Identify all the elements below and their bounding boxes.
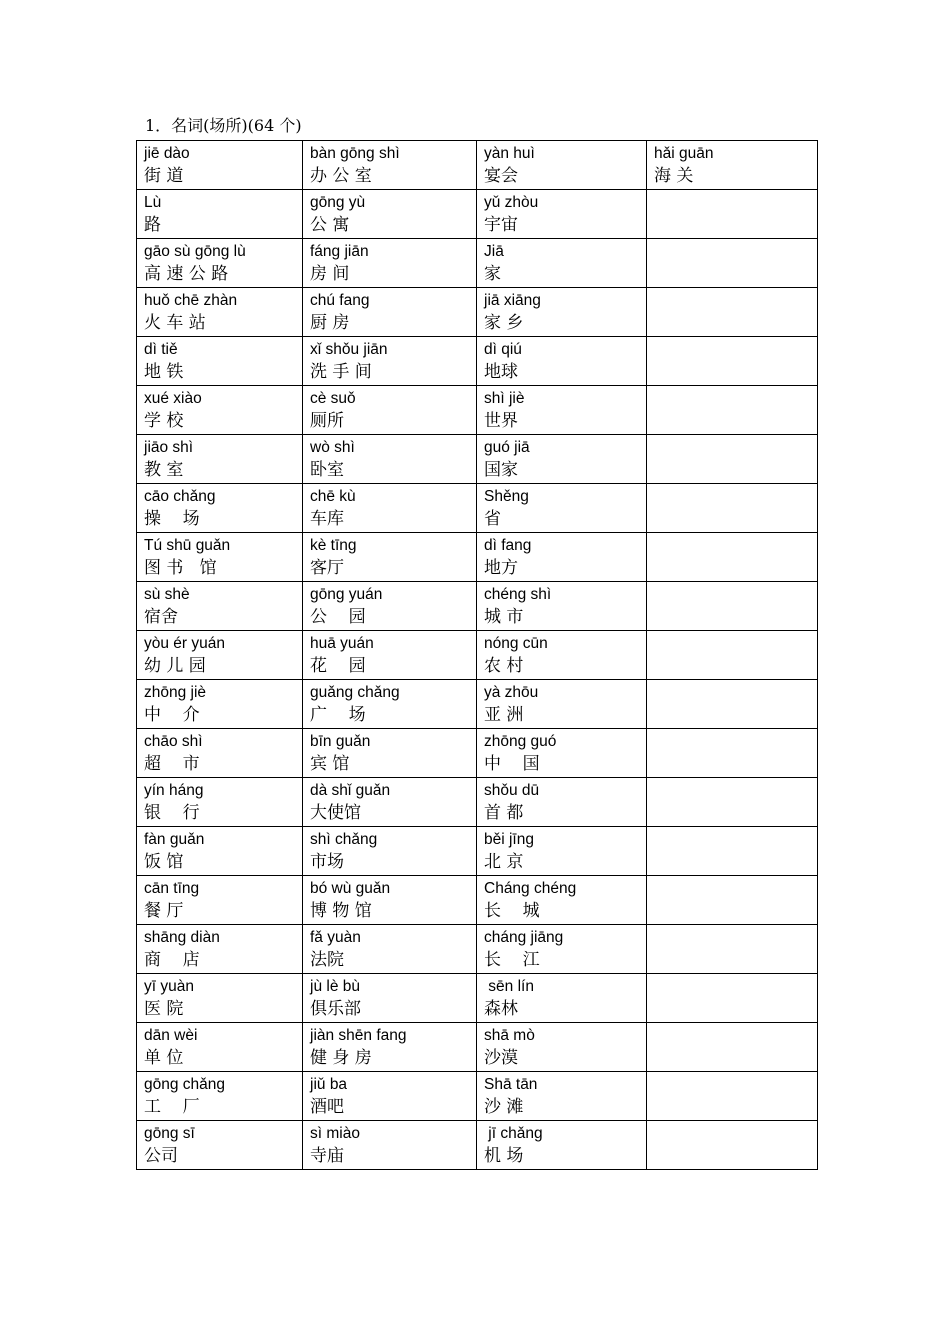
pinyin-text: shāng diàn [144, 929, 220, 946]
vocab-cell [477, 631, 647, 680]
vocab-cell [303, 1121, 477, 1170]
hanzi-text: 教 室 [144, 460, 184, 480]
table-row [137, 729, 818, 778]
vocab-cell [303, 582, 477, 631]
vocab-cell [477, 582, 647, 631]
vocab-cell [477, 974, 647, 1023]
vocab-cell [137, 288, 303, 337]
hanzi-text: 街 道 [144, 166, 184, 186]
hanzi-text: 市场 [310, 852, 344, 872]
hanzi-text: 亚 洲 [484, 705, 524, 725]
pinyin-text: wò shì [310, 439, 355, 456]
hanzi-text: 中 介 [144, 705, 200, 725]
table-row [137, 876, 818, 925]
pinyin-text: shǒu dū [484, 782, 540, 799]
pinyin-text: bó wù guǎn [310, 880, 391, 897]
hanzi-text: 长 江 [484, 950, 540, 970]
pinyin-text: gōng chǎng [144, 1076, 226, 1093]
hanzi-text: 地方 [484, 558, 518, 578]
vocab-cell [303, 631, 477, 680]
hanzi-text: 宾 馆 [310, 754, 350, 774]
table-row [137, 435, 818, 484]
vocab-cell [477, 337, 647, 386]
vocab-cell [303, 288, 477, 337]
vocab-cell [647, 435, 818, 484]
vocab-cell [647, 190, 818, 239]
vocab-cell [303, 680, 477, 729]
hanzi-text: 法院 [310, 950, 344, 970]
vocab-cell [137, 827, 303, 876]
vocab-cell [647, 337, 818, 386]
pinyin-text: guǎng chǎng [310, 684, 400, 701]
hanzi-text: 省 [484, 509, 501, 529]
pinyin-text: fáng jiān [310, 243, 369, 260]
vocab-cell [303, 778, 477, 827]
table-row [137, 1023, 818, 1072]
pinyin-text: Shěng [484, 488, 529, 505]
pinyin-text: bàn gōng shì [310, 145, 400, 162]
pinyin-text: Tú shū guǎn [144, 537, 231, 554]
hanzi-text: 银 行 [144, 803, 200, 823]
hanzi-text: 宿舍 [144, 607, 178, 627]
pinyin-text: dì tiě [144, 341, 178, 358]
hanzi-text: 卧室 [310, 460, 344, 480]
pinyin-text: kè tīng [310, 537, 357, 554]
pinyin-text: huā yuán [310, 635, 374, 652]
vocab-cell [137, 680, 303, 729]
table-row [137, 631, 818, 680]
hanzi-text: 宇宙 [484, 215, 518, 235]
pinyin-text: cān tīng [144, 880, 200, 897]
hanzi-text: 厕所 [310, 411, 344, 431]
pinyin-text: gōng yù [310, 194, 366, 211]
pinyin-text: jiē dào [144, 145, 190, 162]
pinyin-text: shì jiè [484, 390, 525, 407]
pinyin-text: Jiā [484, 243, 504, 260]
hanzi-text: 车库 [310, 509, 344, 529]
vocab-cell [303, 1072, 477, 1121]
pinyin-text: fǎ yuàn [310, 929, 361, 946]
vocab-cell [303, 1023, 477, 1072]
pinyin-text: yòu ér yuán [144, 635, 225, 652]
table-row [137, 778, 818, 827]
vocab-cell [137, 1072, 303, 1121]
pinyin-text: hǎi guān [654, 145, 714, 162]
hanzi-text: 地球 [484, 362, 518, 382]
vocab-cell [303, 435, 477, 484]
hanzi-text: 沙 滩 [484, 1097, 524, 1117]
pinyin-text: huǒ chē zhàn [144, 292, 238, 309]
pinyin-text: xué xiào [144, 390, 202, 407]
table-row [137, 533, 818, 582]
vocab-cell [477, 288, 647, 337]
table-row [137, 288, 818, 337]
vocab-cell [477, 876, 647, 925]
section-heading: 1．名词(场所)(64 个) [145, 116, 302, 135]
vocab-cell [137, 974, 303, 1023]
table-row [137, 239, 818, 288]
vocab-cell [647, 827, 818, 876]
vocab-cell [647, 288, 818, 337]
hanzi-text: 花 园 [310, 656, 366, 676]
vocab-cell [137, 337, 303, 386]
hanzi-text: 公司 [144, 1146, 178, 1166]
table-row [137, 680, 818, 729]
vocab-cell [477, 680, 647, 729]
vocab-cell [477, 925, 647, 974]
vocab-cell [647, 876, 818, 925]
pinyin-text: chéng shì [484, 586, 552, 603]
table-row [137, 827, 818, 876]
vocab-cell [477, 1023, 647, 1072]
vocab-cell [303, 729, 477, 778]
hanzi-text: 博 物 馆 [310, 901, 372, 921]
hanzi-text: 房 间 [310, 264, 350, 284]
pinyin-text: chāo shì [144, 733, 203, 750]
hanzi-text: 路 [144, 215, 161, 235]
vocab-cell [477, 778, 647, 827]
table-row [137, 1121, 818, 1170]
hanzi-text: 健 身 房 [310, 1048, 372, 1068]
hanzi-text: 操 场 [144, 509, 200, 529]
pinyin-text: jù lè bù [310, 978, 360, 995]
hanzi-text: 客厅 [310, 558, 344, 578]
pinyin-text: Shā tān [484, 1076, 538, 1093]
vocab-cell [647, 631, 818, 680]
vocab-cell [477, 1121, 647, 1170]
hanzi-text: 公 寓 [310, 215, 350, 235]
vocab-cell [137, 1121, 303, 1170]
vocab-cell [647, 925, 818, 974]
hanzi-text: 公 园 [310, 607, 366, 627]
vocab-cell [647, 582, 818, 631]
vocab-cell [647, 1023, 818, 1072]
pinyin-text: yī yuàn [144, 978, 194, 995]
pinyin-text: chē kù [310, 488, 356, 505]
hanzi-text: 家 乡 [484, 313, 524, 333]
pinyin-text: nóng cūn [484, 635, 548, 652]
vocab-cell [477, 141, 647, 190]
vocab-cell [137, 141, 303, 190]
hanzi-text: 广 场 [310, 705, 366, 725]
pinyin-text: jiā xiāng [484, 292, 541, 309]
vocab-cell [647, 239, 818, 288]
pinyin-text: guó jiā [484, 439, 530, 456]
table-row [137, 974, 818, 1023]
table-row [137, 190, 818, 239]
table-row [137, 141, 818, 190]
pinyin-text: yà zhōu [484, 684, 539, 701]
vocab-cell [647, 484, 818, 533]
vocab-cell [647, 778, 818, 827]
hanzi-text: 寺庙 [310, 1146, 344, 1166]
hanzi-text: 海 关 [654, 166, 694, 186]
hanzi-text: 工 厂 [144, 1097, 200, 1117]
pinyin-text: sù shè [144, 586, 190, 603]
vocab-cell [137, 729, 303, 778]
hanzi-text: 高 速 公 路 [144, 264, 229, 284]
hanzi-text: 单 位 [144, 1048, 184, 1068]
vocab-cell [303, 141, 477, 190]
hanzi-text: 大使馆 [310, 803, 361, 823]
hanzi-text: 超 市 [144, 754, 200, 774]
pinyin-text: fàn guǎn [144, 831, 205, 848]
vocab-cell [137, 925, 303, 974]
vocab-cell [137, 239, 303, 288]
vocab-cell [477, 827, 647, 876]
hanzi-text: 沙漠 [484, 1048, 518, 1068]
hanzi-text: 商 店 [144, 950, 200, 970]
table-row [137, 1072, 818, 1121]
vocab-cell [477, 729, 647, 778]
hanzi-text: 长 城 [484, 901, 540, 921]
vocab-cell [477, 435, 647, 484]
vocab-cell [303, 386, 477, 435]
pinyin-text: bīn guǎn [310, 733, 371, 750]
vocab-cell [137, 876, 303, 925]
hanzi-text: 北 京 [484, 852, 524, 872]
hanzi-text: 世界 [484, 411, 518, 431]
pinyin-text: yǔ zhòu [484, 194, 539, 211]
hanzi-text: 厨 房 [310, 313, 350, 333]
vocab-cell [303, 484, 477, 533]
pinyin-text: cháng jiāng [484, 929, 564, 946]
vocab-cell [303, 239, 477, 288]
table-row [137, 925, 818, 974]
hanzi-text: 幼 儿 园 [144, 656, 206, 676]
pinyin-text: dì qiú [484, 341, 522, 358]
pinyin-text: Lù [144, 194, 162, 211]
vocab-cell [137, 435, 303, 484]
vocab-cell [477, 484, 647, 533]
pinyin-text: gāo sù gōng lù [144, 243, 246, 260]
hanzi-text: 俱乐部 [310, 999, 361, 1019]
vocab-cell [303, 533, 477, 582]
pinyin-text: běi jīng [484, 831, 534, 848]
hanzi-text: 农 村 [484, 656, 524, 676]
pinyin-text: cè suǒ [310, 390, 356, 407]
vocab-cell [477, 386, 647, 435]
vocab-cell [647, 680, 818, 729]
pinyin-text: jiàn shēn fang [310, 1027, 407, 1044]
hanzi-text: 国家 [484, 460, 518, 480]
vocab-cell [303, 827, 477, 876]
table-row [137, 337, 818, 386]
hanzi-text: 学 校 [144, 411, 184, 431]
vocab-cell [303, 925, 477, 974]
hanzi-text: 办 公 室 [310, 166, 372, 186]
pinyin-text: yàn huì [484, 145, 535, 162]
hanzi-text: 首 都 [484, 803, 524, 823]
pinyin-text: Cháng chéng [484, 880, 577, 897]
pinyin-text: zhōng jiè [144, 684, 207, 701]
table-row [137, 386, 818, 435]
vocab-cell [137, 582, 303, 631]
pinyin-text: sēn lín [484, 978, 534, 995]
pinyin-text: sì miào [310, 1125, 360, 1142]
vocab-cell [137, 190, 303, 239]
pinyin-text: dì fang [484, 537, 532, 554]
vocab-cell [647, 386, 818, 435]
vocab-cell [303, 337, 477, 386]
hanzi-text: 机 场 [484, 1146, 524, 1166]
vocabulary-table [136, 140, 818, 1170]
vocab-cell [647, 141, 818, 190]
vocab-cell [647, 533, 818, 582]
pinyin-text: chú fang [310, 292, 370, 309]
hanzi-text: 酒吧 [310, 1097, 344, 1117]
hanzi-text: 宴会 [484, 166, 518, 186]
table-row [137, 582, 818, 631]
vocab-cell [137, 533, 303, 582]
hanzi-text: 城 市 [484, 607, 524, 627]
vocab-cell [647, 974, 818, 1023]
pinyin-text: jī chǎng [484, 1125, 543, 1142]
vocab-cell [303, 190, 477, 239]
vocab-cell [477, 1072, 647, 1121]
hanzi-text: 洗 手 间 [310, 362, 372, 382]
vocab-cell [137, 778, 303, 827]
pinyin-text: dà shǐ guǎn [310, 782, 391, 799]
pinyin-text: yín háng [144, 782, 204, 799]
pinyin-text: zhōng guó [484, 733, 557, 750]
vocab-cell [137, 484, 303, 533]
vocab-cell [647, 729, 818, 778]
vocab-cell [303, 974, 477, 1023]
hanzi-text: 中 国 [484, 754, 540, 774]
hanzi-text: 图 书 馆 [144, 558, 217, 578]
vocabulary-table-body [137, 141, 818, 1170]
pinyin-text: dān wèi [144, 1027, 198, 1044]
vocab-cell [647, 1072, 818, 1121]
pinyin-text: jiāo shì [144, 439, 194, 456]
hanzi-text: 家 [484, 264, 501, 284]
vocab-cell [477, 239, 647, 288]
hanzi-text: 地 铁 [144, 362, 184, 382]
vocab-cell [303, 876, 477, 925]
hanzi-text: 森林 [484, 999, 518, 1019]
pinyin-text: cāo chǎng [144, 488, 216, 505]
vocab-cell [477, 533, 647, 582]
vocab-cell [137, 631, 303, 680]
vocab-cell [477, 190, 647, 239]
pinyin-text: gōng yuán [310, 586, 383, 603]
pinyin-text: jiǔ ba [310, 1076, 348, 1093]
hanzi-text: 医 院 [144, 999, 184, 1019]
hanzi-text: 火 车 站 [144, 313, 206, 333]
table-row [137, 484, 818, 533]
hanzi-text: 饭 馆 [144, 852, 184, 872]
vocab-cell [137, 1023, 303, 1072]
pinyin-text: shā mò [484, 1027, 535, 1044]
hanzi-text: 餐 厅 [144, 901, 184, 921]
vocab-cell [647, 1121, 818, 1170]
pinyin-text: xǐ shǒu jiān [310, 341, 388, 358]
pinyin-text: shì chǎng [310, 831, 378, 848]
vocab-cell [137, 386, 303, 435]
pinyin-text: gōng sī [144, 1125, 195, 1142]
